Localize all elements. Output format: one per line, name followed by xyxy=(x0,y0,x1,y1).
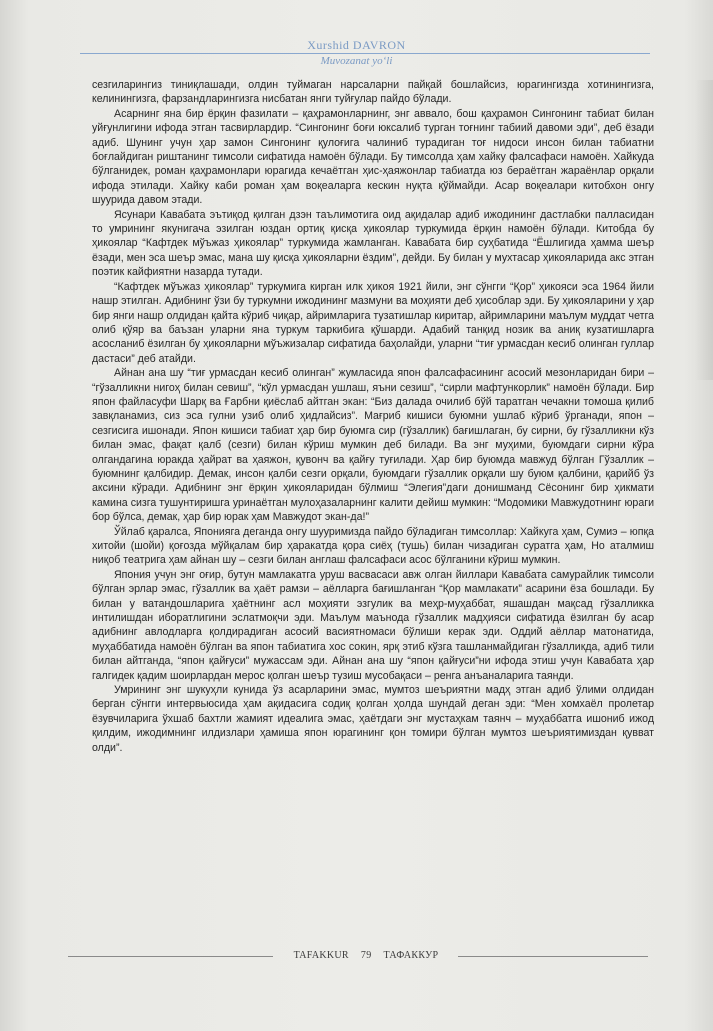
footer-magazine-latin: TAFAKKUR xyxy=(293,950,349,961)
footer-rule-right xyxy=(458,956,648,957)
footer-rule-left xyxy=(68,956,273,957)
paragraph: Япония учун энг оғир, бутун мамлакатга уруш васвасаси авж олган йиллари Кавабата самурайлик тимсоли бўлган эрлар эмас, гўзаллик ва ҳаёт рамзи – аёлларга бағишланган “Қор мамлакати” асарини ёза бошлади. Бу билан у ватандошларига ҳаётнинг асл моҳияти эзгулик ва меҳр-муҳаббат, яшашдан мақсад гўзалликка интилишдан иборатлигини эслатмоқчи эди. Маълум маънода гўзаллик мадҳияси сифатида ёзилган бу асар адибнинг авлодларга қолдирадиган асосий васиятномаси бўлиши керак эди. Оддий аёллар матонатида, муҳаббатида намоён бўлган ва япон табиатига хос сокин, ярқ этиб кўзга ташланмайдиган гўзалликда, адиб тили билан айтганда, “япон қайғуси” мужассам эди. Айнан ана шу “япон қайғуси”ни ифода этиш учун Кавабата ҳар галгидек қадим шоирлардан мерос қолган шеър тузиш мусобақаси – ренга анъаналарига таянди. xyxy=(92,568,654,682)
header-author: Xurshid DAVRON xyxy=(307,38,406,52)
page-edge-shadow xyxy=(695,80,713,380)
paragraph: Умрининг энг шукуҳли кунида ўз асарларини эмас, мумтоз шеъриятни мадҳ этган адиб ўлими олдидан берган сўнгги интервьюсида ҳам ақидасига содиқ қолган ҳолда шундай деган эди: “Мен хомхаёл пролетар ёзувчиларига ўхшаб бахтли жамият идеалига эмас, ҳаётдаги энг мустаҳкам таянч – муҳаббатга ишониб ижод қилдим, ижодимнинг илдизлари ҳамиша япон юрагининг қон томири бўлган мумтоз шеъриятимиздан қувват олди”. xyxy=(92,684,654,754)
paragraph: Ўйлаб қаралса, Японияга деганда онгу шууримизда пайдо бўладиган тимсоллар: Хайкуга ҳам, Сумиэ – юпқа хитойи (шойи) қоғозда мўйқалам бир ҳаракатда қора сиёҳ (тушь) билан чизадиган суратга ҳам, Но аталмиш ниқоб театрига ҳам айнан шу – сезги билан англаш фалсафаси асос бўлганини кўриш мумкин. xyxy=(92,525,654,567)
paragraph: “Кафтдек мўъжаз ҳикоялар” туркумига кирган илк ҳикоя 1921 йили, энг сўнгги “Қор” ҳикояси эса 1964 йили нашр этилган. Адибнинг ўзи бу туркумни ижодининг мазмуни ва моҳияти деб ҳисоблар эди. Бу ҳикояларини у ҳар бир янги нашр олдидан қайта кўриб чиқар, айримларига тузатишлар киритар, айримларини маълум муддат четга олиб қўяр ва баъзан уларни яна туркум таркибига қўшарди. Адабий танқид нозик ва аниқ кузатишларга асосланиб ёзилган бу ҳикояларни мўъжизалар сифатида баҳолайди, уларни “тиғ урмасдан кесиб олинган гуллар дастаси” деб атайди. xyxy=(92,280,654,365)
paragraph: сезгиларингиз тиниқлашади, олдин туймаган нарсаларни пайқай бошлайсиз, юрагингизда хотинингизга, келинингизга, фарзандларингизга нисбатан янги туйғулар пайдо бўлади. xyxy=(92,79,654,106)
page-number: 79 xyxy=(360,950,372,961)
paragraph: Асарнинг яна бир ёрқин фазилати – қаҳрамонларнинг, энг аввало, бош қаҳрамон Сингонинг табиат билан уйғунлигини ифода этган тасвирлардир. “Сингонинг боғи юксалиб турган тоғнинг табиий давоми эди”, деб ёзади адиб. Шунинг учун ҳар замон Сингонинг қулоғига чалиниб турадиган тоғ нидоси инсон билан табиатни боғлайдиган риштанинг тимсоли сифатида намоён бўлади. Бу тимсолда ҳам хайку фалсафаси намоён. Хайкуда бўлганидек, роман қаҳрамонлари юрагида кечаётган ҳис-ҳаяжонлар табиатда юз бераётган жараёнлар орқали ифода этилади. Хайку каби роман ҳам воқеаларга кескин нуқта қўймайди. Асар воқеалари китобхон онгу шуурида давом этади. xyxy=(92,107,654,207)
paragraph: Айнан ана шу “тиғ урмасдан кесиб олинган” жумласида япон фалсафасининг асосий мезонларидан бири – “гўзалликни нигоҳ билан севиш”, “кўл урмасдан ушлаш, яъни сезиш”, “сирли мафтункорлик” намоён бўлади. Бир япон файласуфи Шарқ ва Ғарбни қиёслаб айтган экан: “Биз далада очилиб бўй таратган чечакни томоша қилиб завқланамиз, сиз эса гулни узиб олиб ҳидлайсиз”. Мағриб кишиси буюмни ушлаб кўриб ўрганади, япон – сезгисига ишонади. Япон кишиси табиат ҳар бир буюмга сир (гўзаллик) бағишлаган, бу сирни, бу гўзалликни кўз билан эмас, фақат қалб (сезги) билан кўриш мумкин деб билади. Ва энг муҳими, буюмдаги сирни кўра олгандагина юракда ҳайрат ва ҳаяжон, қувонч ва қайғу туғилади. Ҳар бир буюмда мавжуд бўлган Гўзаллик – буюмнинг қалбидир. Демак, инсон қалби сезги орқали, буюмдаги гўзаллик орқали шу буюм қалбини, қарийб ўз аксини кўради. Адибнинг энг ёрқин ҳикояларидан бўлмиш “Элегия”даги донишманд Сёсонинг бир ҳикмати камина сизга тушунтиришга уринаётган мулоҳазаларнинг калити дейиш мумкин: “Модомики Мавжудотнинг юраги бор бўлса, демак, ҳар бир юрак ҳам Мавжудот экан-да!” xyxy=(92,367,654,524)
paragraph: Ясунари Кавабата эътиқод қилган дзэн таълимотига оид ақидалар адиб ижодининг дастлабки палласидан то умрининг якунигача эзилган юздан ортиқ қисқа ҳикоялар туркумида ёрқин намоён бўлади. Китобда бу ҳикоялар “Кафтдек мўъжаз ҳикоялар” туркумида жамланган. Кавабата бир суҳбатида “Ёшлигида ҳамма шеър ёзади, мен эса шеър эмас, мана шу қисқа ҳикояларни ёздим”, дейди. Бу билан у мухтасар ҳикояларида акс этган поэтик кайфиятни назарда тутади. xyxy=(92,208,654,279)
running-footer xyxy=(0,946,713,966)
running-header xyxy=(0,38,713,68)
article-body xyxy=(92,78,654,755)
header-rule xyxy=(80,53,650,54)
footer-text xyxy=(280,949,452,963)
footer-magazine-cyrillic: ТАФАККУР xyxy=(383,950,439,961)
header-title: Muvozanat yo‘li xyxy=(320,55,393,67)
